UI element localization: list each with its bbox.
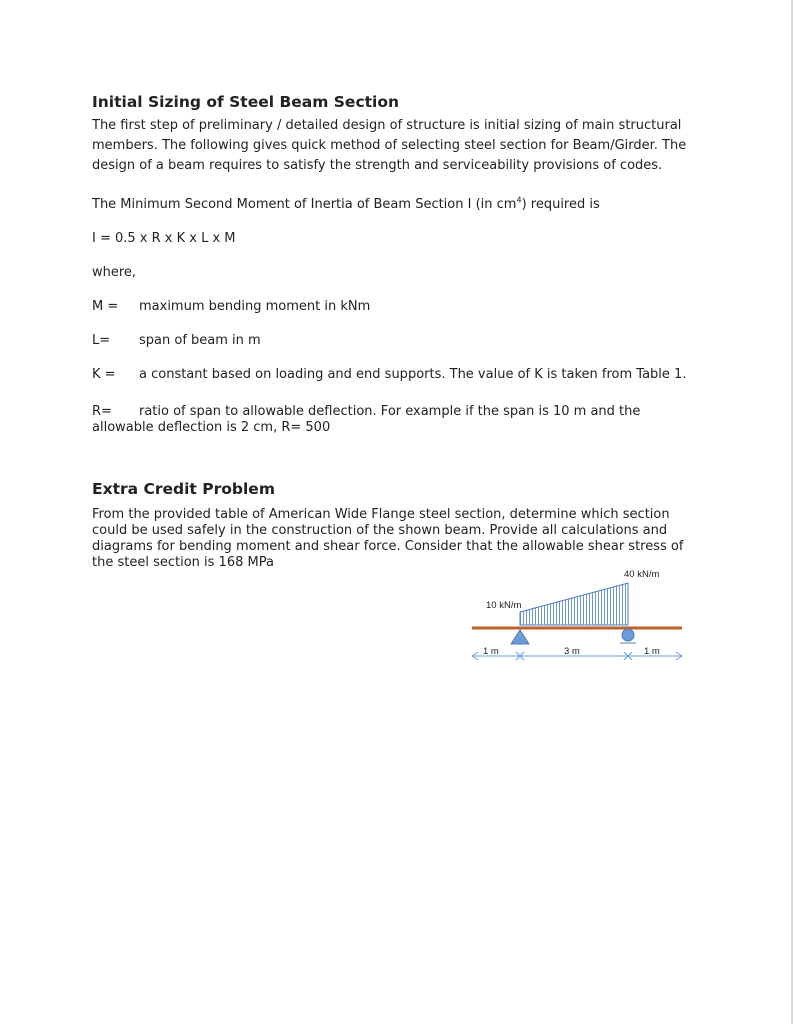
roller-support-icon	[622, 629, 634, 641]
definition-text: ratio of span to allowable deflection. For example if the span is 10 m and the	[139, 404, 641, 419]
definition-r-line	[92, 404, 702, 420]
intro-paragraph: The first step of preliminary / detailed design of structure is initial sizing of main structural members. The following gives quick method of selecting steel section for Beam/Girder. The design of a beam requires to satisfy the strength and serviceability provisions of codes.	[92, 118, 687, 173]
definition-label: L=	[92, 333, 111, 348]
where-label: where,	[92, 265, 137, 280]
dim-label-left: 1 m	[483, 646, 499, 657]
definition-text: maximum bending moment in kNm	[139, 299, 371, 314]
load-label-left: 10 kN/m	[486, 600, 522, 611]
moment-superscript: 4	[516, 195, 522, 205]
definition-label: K =	[92, 367, 116, 382]
definition-k	[92, 365, 702, 385]
moment-text-after: ) required is	[521, 197, 600, 212]
definition-text: span of beam in m	[139, 333, 261, 348]
section-title-extra-credit: Extra Credit Problem	[92, 480, 275, 498]
load-label-right: 40 kN/m	[624, 569, 660, 580]
definition-l	[92, 331, 702, 351]
pin-support-icon	[511, 630, 529, 644]
distributed-load-hatch	[520, 583, 628, 625]
beam-diagram	[468, 562, 688, 672]
definition-r-continuation: allowable deflection is 2 cm, R= 500	[92, 420, 331, 435]
moment-text-before: The Minimum Second Moment of Inertia of Beam Section I (in cm	[92, 197, 517, 212]
formula: I = 0.5 x R x K x L x M	[92, 231, 236, 246]
dim-label-mid: 3 m	[564, 646, 580, 657]
extra-credit-paragraph: From the provided table of American Wide Flange steel section, determine which section could be used safely in the construction of the shown beam. Provide all calculations and diagrams for bending moment and shear force. Consider that the allowable shear stress of the steel section is 168 MPa	[92, 507, 684, 570]
dim-label-right: 1 m	[644, 646, 660, 657]
definition-r	[92, 404, 702, 436]
moment-of-inertia-statement	[92, 195, 702, 215]
definition-label: R=	[92, 404, 112, 419]
definition-label: M =	[92, 299, 119, 314]
definition-text: a constant based on loading and end supports. The value of K is taken from Table 1.	[139, 367, 687, 382]
document-body	[92, 93, 702, 571]
definition-m	[92, 297, 702, 317]
section-title-initial-sizing: Initial Sizing of Steel Beam Section	[92, 93, 400, 111]
